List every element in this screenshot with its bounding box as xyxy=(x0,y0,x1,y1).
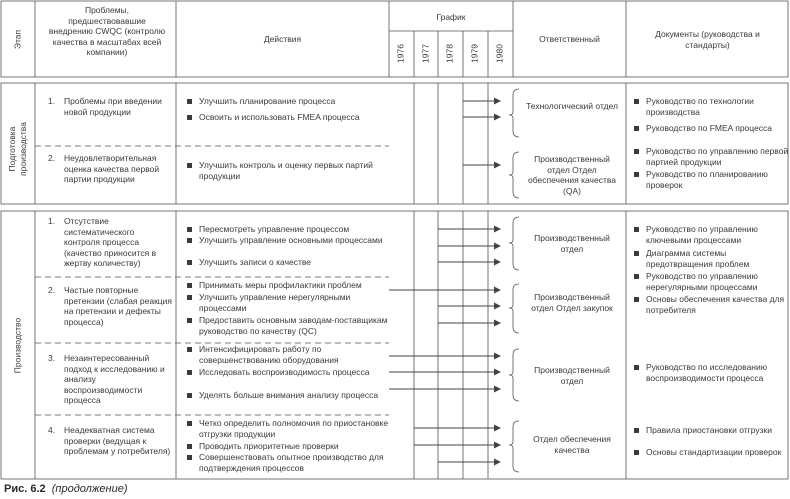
problem-number: 4. xyxy=(48,425,56,435)
document-item: Руководство по планированию проверок xyxy=(634,169,790,190)
action-item: Совершенствовать опытное производство для подтверждения процессов xyxy=(187,452,395,473)
problem-number: 1. xyxy=(48,96,56,106)
header-actions: Действия xyxy=(263,34,302,44)
problem-text: Частые повторные претензии (слабая реакция на претензии и дефекты процесса) xyxy=(64,285,173,327)
caption-label: Рис. 6.2 xyxy=(4,483,46,495)
action-item: Интенсифицировать работу по совершенствованию оборудования xyxy=(187,344,395,365)
document-item: Руководство по технологии производства xyxy=(634,96,790,117)
header-documents: Документы (руководства и стандарты) xyxy=(655,29,760,50)
problem-number: 1. xyxy=(48,216,56,226)
action-item: Улучшить контроль и оценку первых партий продукции xyxy=(187,160,395,181)
action-item: Принимать меры профилактики проблем xyxy=(187,280,395,291)
action-item: Предоставить основным заводам-поставщикам руководство по качеству (QC) xyxy=(187,315,395,336)
problem-text: Отсутствие систематического контроля процесса (качество приносится в жертву количеству) xyxy=(64,216,157,268)
action-item: Улучшить управление основными процессами xyxy=(187,235,395,246)
responsible-text: Производственный отдел Отдел обеспечения качества (QA) xyxy=(528,154,616,196)
action-item: Освоить и использовать FMEA процесса xyxy=(187,112,395,123)
responsible-text: Отдел обеспечения качества xyxy=(533,434,611,455)
stage-name: Производство xyxy=(12,317,23,374)
responsible-text: Производственный отдел Отдел закупок xyxy=(531,292,613,313)
responsible-text: Производственный отдел xyxy=(534,365,610,386)
header-responsible: Ответственный xyxy=(539,34,600,44)
problem-number: 2. xyxy=(48,153,56,163)
document-item: Правила приостановки отгрузки xyxy=(634,425,790,436)
document-item: Диаграмма системы предотвращения проблем xyxy=(634,248,790,269)
action-item: Проводить приоритетные проверки xyxy=(187,441,395,452)
figure-caption xyxy=(4,483,128,495)
year-1976: 1976 xyxy=(395,44,406,63)
problem-text: Проблемы при введении новой продукции xyxy=(64,96,162,117)
responsible-text: Производственный отдел xyxy=(534,233,610,254)
document-item: Руководство по управлению нерегулярными процессами xyxy=(634,271,790,292)
year-1980: 1980 xyxy=(494,44,505,63)
document-item: Основы обеспечения качества для потребителя xyxy=(634,294,790,315)
document-item: Руководство по исследованию воспроизводимости процесса xyxy=(634,362,790,383)
action-item: Улучшить управление нерегулярными процессами xyxy=(187,292,395,313)
action-item: Уделять больше внимания анализу процесса xyxy=(187,390,395,401)
document-item: Руководство по управлению ключевыми процессами xyxy=(634,224,790,245)
action-item: Улучшить планирование процесса xyxy=(187,96,395,107)
action-item: Исследовать воспроизводимость процесса xyxy=(187,367,395,378)
year-1977: 1977 xyxy=(420,44,431,63)
header-stage: Этап xyxy=(12,29,23,50)
caption-note: (продолжение) xyxy=(51,483,128,495)
action-item: Пересмотреть управление процессом xyxy=(187,224,395,235)
responsible-text: Технологический отдел xyxy=(526,101,618,111)
header-schedule: График xyxy=(436,12,466,22)
action-item: Улучшить записи о качестве xyxy=(187,257,395,268)
problem-text: Неадекватная система проверки (ведущая к проблемам у потребителя) xyxy=(64,425,171,456)
action-item: Четко определить полномочия по приостановке отгрузки продукции xyxy=(187,418,395,439)
problem-text: Незаинтересованный подход к исследованию и анализу воспроизводимости процесса xyxy=(64,353,165,405)
problem-number: 2. xyxy=(48,285,56,295)
problem-number: 3. xyxy=(48,353,56,363)
year-1979: 1979 xyxy=(469,44,480,63)
stage-name: Подготовка производства xyxy=(7,122,28,176)
year-1978: 1978 xyxy=(444,44,455,63)
problem-text: Неудовлетворительная оценка качества первой партии продукции xyxy=(64,153,160,184)
document-item: Основы стандартизации проверок xyxy=(634,447,790,458)
document-item: Руководство по FMEA процесса xyxy=(634,123,790,134)
header-problems: Проблемы, предшествовавшие внедрению CWQC (контролю качества в масштабах всей компании) xyxy=(48,5,166,57)
document-item: Руководство по управлению первой партией продукции xyxy=(634,146,790,167)
